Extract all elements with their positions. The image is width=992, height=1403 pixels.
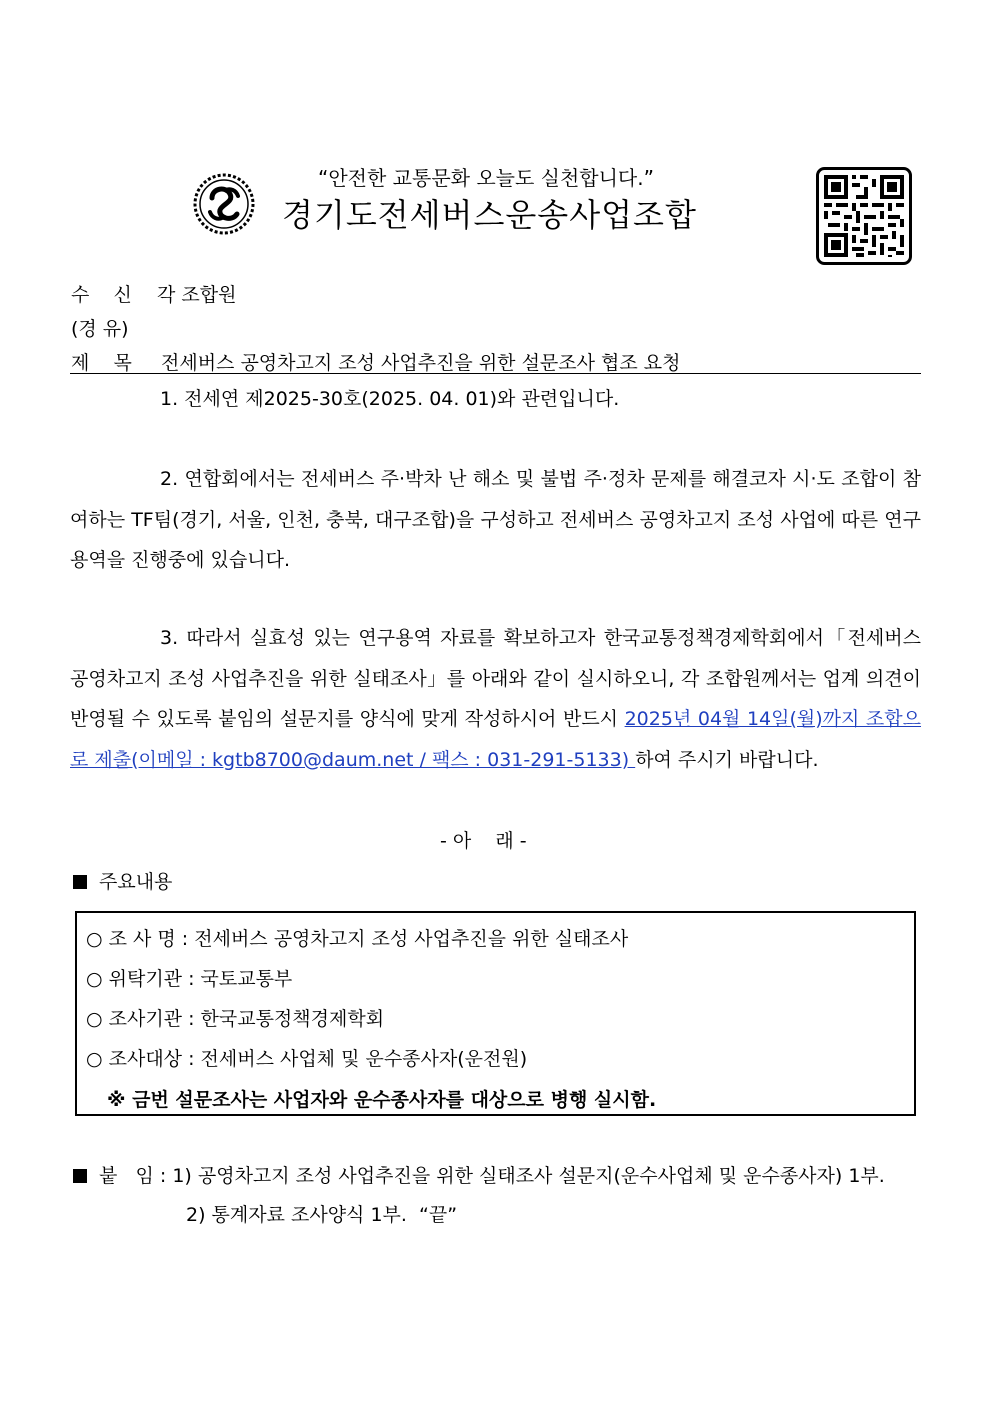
subject-value: 전세버스 공영차고지 조성 사업추진을 위한 설문조사 협조 요청 [161,352,681,374]
recipient-value: 각 조합원 [157,284,237,306]
qr-code-icon[interactable] [816,167,912,265]
main-content-item: ○ 위탁기관 : 국토교통부 [86,968,293,990]
main-content-heading-text: 주요내용 [99,871,173,893]
paragraph-1 [70,379,921,420]
attachments-label: 붙 임 : [99,1165,167,1187]
paragraph-1-text: 1. 전세연 제2025-30호(2025. 04. 01)와 관련입니다. [160,388,620,410]
subject-underline [70,373,921,374]
below-marker: - 아 래 - [440,830,527,852]
main-content-box [75,911,916,1116]
main-content-heading [73,867,172,894]
submission-deadline-link[interactable]: 2025년 04월 14일(월)까지 조합으로 제출(이메일 : kgtb8700@daum.net / 팩스 : 031-291-5133) [70,708,921,771]
organization-name: 경기도전세버스운송사업조합 [282,196,697,234]
square-bullet-icon [73,1169,87,1183]
attachments-row [73,1161,885,1188]
paragraph-3-closing: 하여 주시기 바랍니다. [635,748,819,771]
motto: “안전한 교통문화 오늘도 실천합니다.” [318,166,654,190]
main-content-item: ○ 조사대상 : 전세버스 사업체 및 운수종사자(운전원) [86,1048,528,1070]
paragraph-2-text: 2. 연합회에서는 전세버스 주·박차 난 해소 및 불법 주·정차 문제를 해결코자 시·도 조합이 참여하는 TF팀(경기, 서울, 인천, 충북, 대구조합)을 구성하고 전세버스 공영차고지 조성 사업에 따른 연구용역을 진행중에 있습니다. [70,468,921,571]
survey-note: ※ 금번 설문조사는 사업자와 운수종사자를 대상으로 병행 실시함. [107,1089,657,1111]
attachment-item-1: 1) 공영차고지 조성 사업추진을 위한 실태조사 설문지(운수사업체 및 운수종사자) 1부. [172,1165,885,1187]
via-row: (경 유) [71,318,129,340]
square-bullet-icon [73,875,87,889]
subject-row [71,348,680,375]
subject-label: 제 목 [71,352,132,374]
recipient-label: 수 신 [71,284,132,306]
paragraph-3 [70,618,921,780]
attachment-item-2: 2) 통계자료 조사양식 1부. “끝” [186,1204,458,1226]
recipient-row [71,280,236,307]
paragraph-3-text: 3. 따라서 실효성 있는 연구용역 자료를 확보하고자 한국교통정책경제학회에서「전세버스 공영차고지 조성 사업추진을 위한 실태조사」를 아래와 같이 실시하오니, 각 조합원께서는 업계 의견이 반영될 수 있도록 붙임의 설문지를 양식에 맞게 작성하시어 반드시 [70,627,921,730]
union-emblem-icon [192,172,256,236]
main-content-item: ○ 조 사 명 : 전세버스 공영차고지 조성 사업추진을 위한 실태조사 [86,928,629,950]
main-content-item: ○ 조사기관 : 한국교통정책경제학회 [86,1008,385,1030]
paragraph-2 [70,459,921,581]
